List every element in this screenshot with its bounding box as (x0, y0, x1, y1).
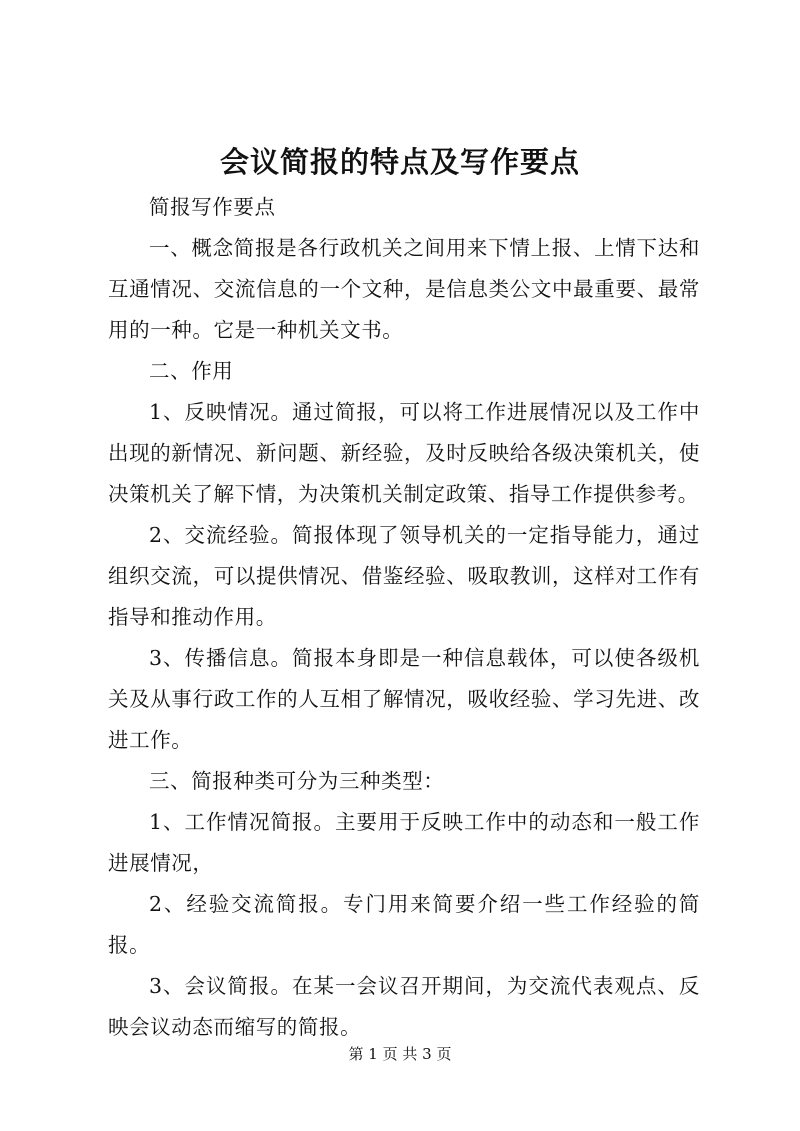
paragraph-work-briefing: 1、工作情况简报。主要用于反映工作中的动态和一般工作进展情况， (108, 810, 700, 875)
document-body (108, 187, 700, 1048)
document-title: 会议简报的特点及写作要点 (219, 145, 580, 179)
paragraph-meeting-briefing: 3、会议简报。在某一会议召开期间，为交流代表观点、反映会议动态而缩写的简报。 (108, 974, 700, 1039)
paragraph-experience-briefing: 2、经验交流简报。专门用来简要介绍一些工作经验的简报。 (108, 892, 700, 957)
paragraph-heading-writing-points: 简报写作要点 (149, 195, 276, 219)
page-footer: 第 1 页 共 3 页 (348, 1045, 452, 1063)
paragraph-reflect-situation: 1、反映情况。通过简报，可以将工作进展情况以及工作中出现的新情况、新问题、新经验，及时反映给各级决策机关，使决策机关了解下情，为决策机关制定政策、指导工作提供参考。 (108, 400, 700, 506)
paragraph-concept: 一、概念简报是各行政机关之间用来下情上报、上情下达和互通情况、交流信息的一个文种，是信息类公文中最重要、最常用的一种。它是一种机关文书。 (108, 236, 700, 342)
paragraph-heading-function: 二、作用 (149, 359, 234, 383)
paragraph-spread-information: 3、传播信息。简报本身即是一种信息载体，可以使各级机关及从事行政工作的人互相了解情况，吸收经验、学习先进、改进工作。 (108, 646, 700, 752)
paragraph-heading-types: 三、简报种类可分为三种类型： (149, 769, 445, 793)
paragraph-exchange-experience: 2、交流经验。简报体现了领导机关的一定指导能力，通过组织交流，可以提供情况、借鉴经验、吸取教训，这样对工作有指导和推动作用。 (108, 523, 700, 629)
